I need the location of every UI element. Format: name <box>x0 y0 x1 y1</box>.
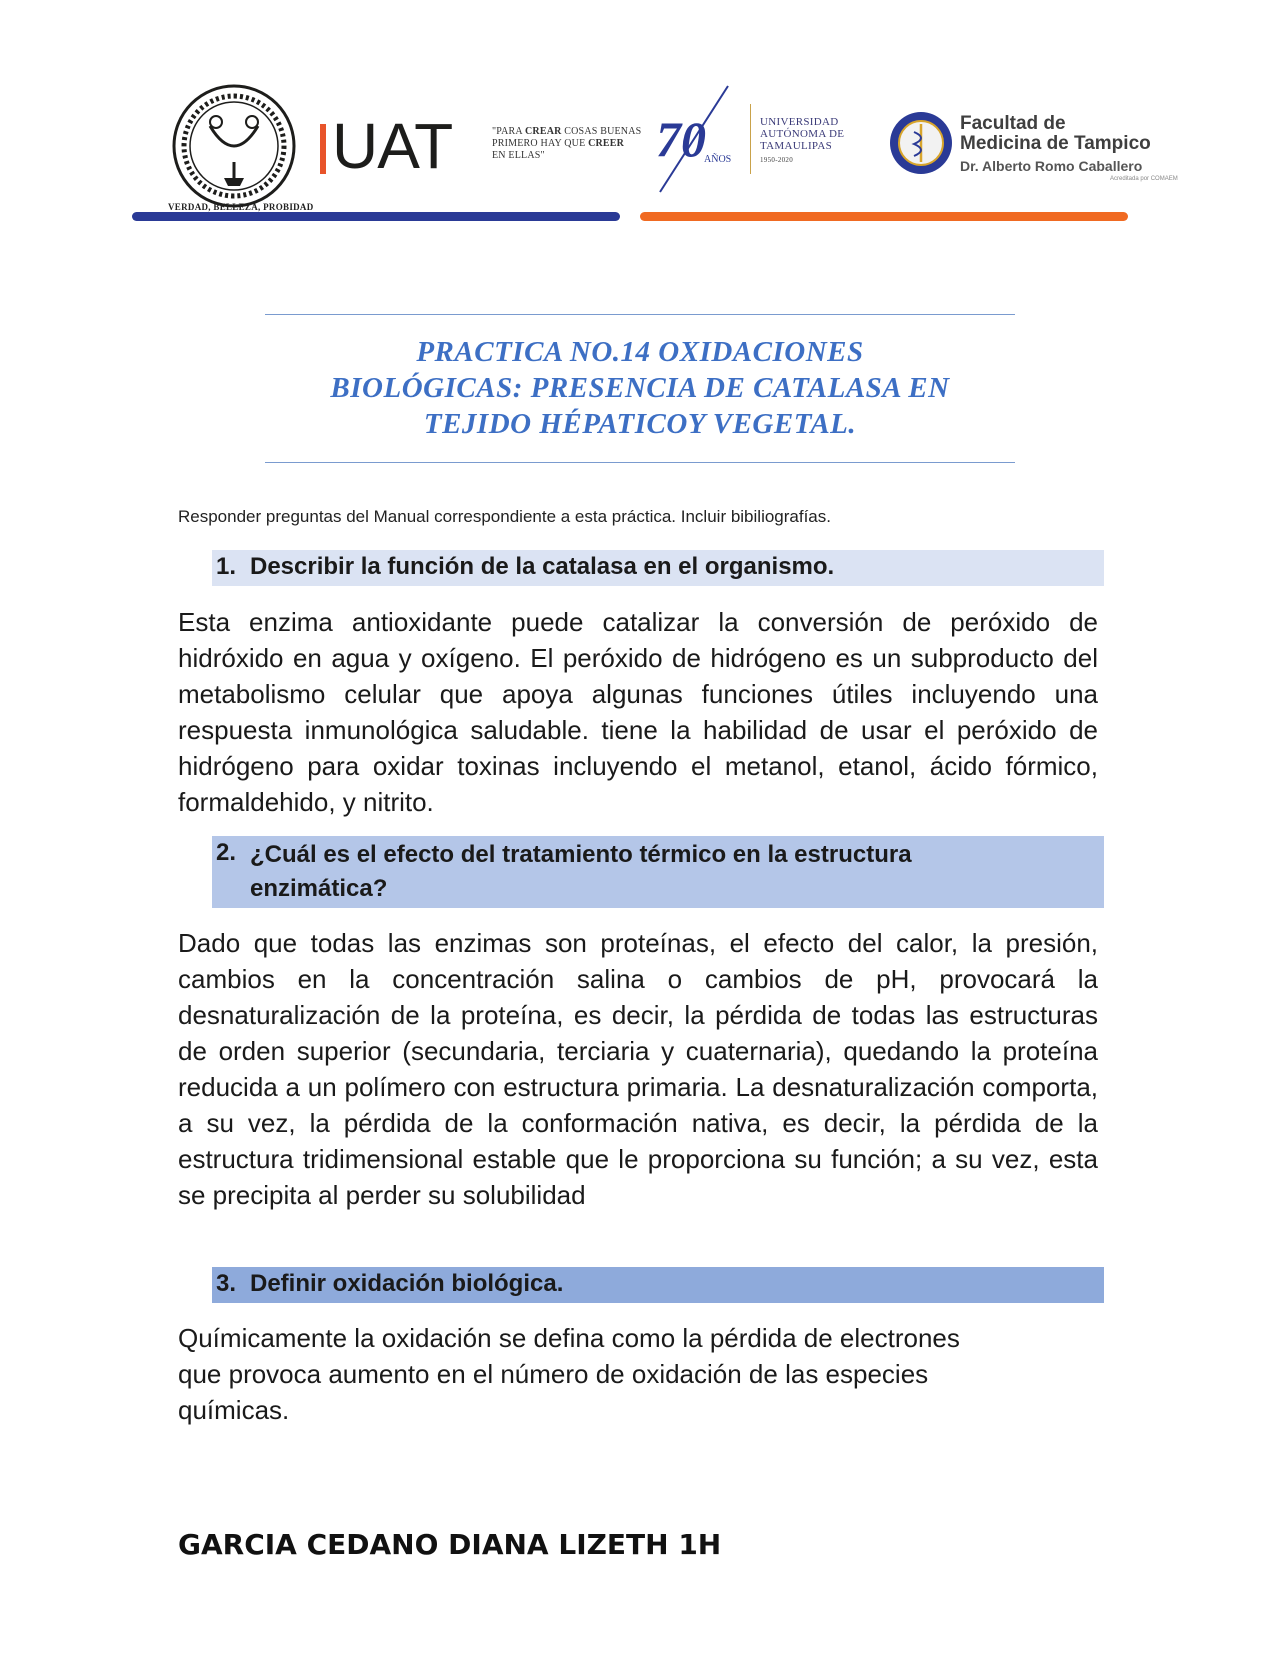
slogan: "PARA CREAR COSAS BUENAS PRIMERO HAY QUE CREER EN ELLAS" <box>492 126 642 161</box>
faculty-seal-logo <box>888 110 954 176</box>
question-heading-3: 3. Definir oxidación biológica. <box>212 1267 1104 1303</box>
answer-3: Químicamente la oxidación se defina como la pérdida de electrones que provoca aumento en el número de oxidación de las especies químicas. <box>178 1323 960 1425</box>
anniversary-70-logo <box>650 80 750 200</box>
uat-seal-logo <box>170 82 298 210</box>
question-heading-1: 1. Describir la función de la catalasa en el organismo. <box>212 550 1104 586</box>
seal-motto: VERDAD, BELLEZA, PROBIDAD <box>168 202 314 212</box>
question-heading-2: 2. ¿Cuál es el efecto del tratamiento térmico en la estructura enzimática? <box>212 836 1104 908</box>
faculty-name: Facultad de Medicina de Tampico <box>960 113 1151 154</box>
university-name: UNIVERSIDAD AUTÓNOMA DE TAMAULIPAS 1950-2020 <box>760 116 870 166</box>
answer-1: Esta enzima antioxidante puede catalizar la conversión de peróxido de hidróxido en agua y oxígeno. El peróxido de hidrógeno es un subproducto del metabolismo celular que apoya algunas funciones útiles incluyendo una respuesta inmunológica saludable. tiene la habilidad de usar el peróxido de hidrógeno para oxidar toxinas incluyendo el metanol, etanol, ácido fórmico, formaldehido, y nitrito. <box>178 607 1098 817</box>
title-bottom-rule <box>265 462 1015 463</box>
anniversary-number: 70 <box>656 111 706 167</box>
author-name: GARCIA CEDANO DIANA LIZETH 1H <box>178 1528 722 1561</box>
anniversary-label: AÑOS <box>704 154 732 165</box>
answer-2: Dado que todas las enzimas son proteínas, el efecto del calor, la presión, cambios en la concentración salina o cambios de pH, provocará la desnaturalización de la proteína, es decir, la pérdida de todas las estructuras de orden superior (secundaria, terciaria y cuaternaria), quedando la proteína reducida a un polímero con estructura primaria. La desnaturalización comporta, a su vez, la pérdida de la conformación nativa, es decir, la pérdida de la estructura tridimensional estable que le proporciona su función; a su vez, esta se precipita al perder su solubilidad <box>178 928 1098 1210</box>
title-top-rule <box>265 314 1015 315</box>
logo-separator <box>750 104 751 174</box>
page-title: PRACTICA NO.14 OXIDACIONES BIOLÓGICAS: PRESENCIA DE CATALASA EN TEJIDO HÉPATICOY VEGETAL. <box>330 336 950 440</box>
instructions-text: Responder preguntas del Manual correspondiente a esta práctica. Incluir bibiliografías. <box>178 507 831 526</box>
uat-logo-text: UAT <box>332 110 453 182</box>
document-header <box>120 60 1190 250</box>
faculty-accreditation: Acreditada por COMAEM <box>1110 176 1178 182</box>
header-blue-bar <box>132 212 620 221</box>
faculty-dean-name: Dr. Alberto Romo Caballero <box>960 158 1143 174</box>
university-years: 1950-2020 <box>760 156 794 164</box>
uat-logo-accent <box>320 124 326 174</box>
header-orange-bar <box>640 212 1128 221</box>
